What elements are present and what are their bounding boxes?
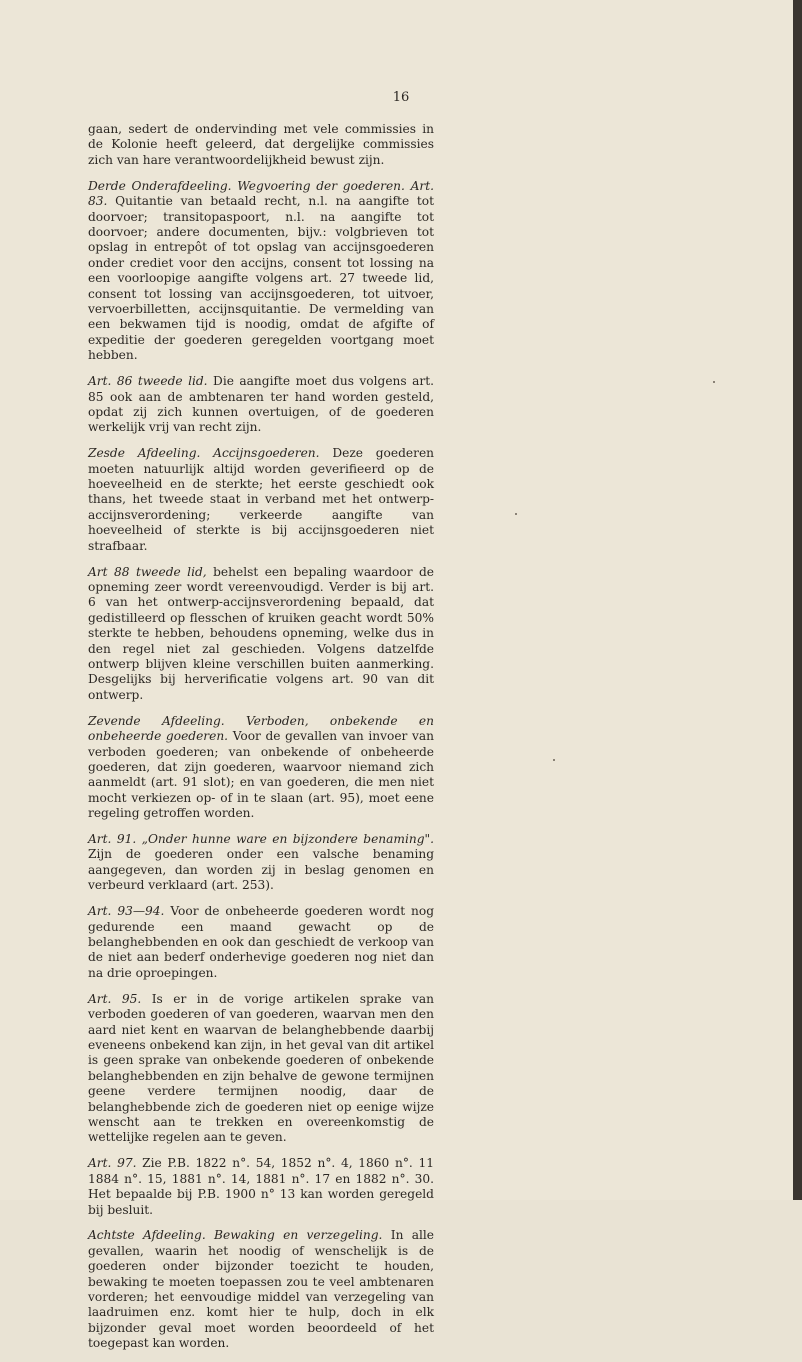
paragraph-heading: Art. 97. xyxy=(88,1156,137,1171)
paper-speck xyxy=(713,381,715,383)
paragraph xyxy=(88,446,434,554)
paragraph-text: gaan, sedert de ondervinding met vele commissies in de Kolonie heeft geleerd, dat dergelijke commissies zich van hare verantwoordelijkheid bewust zijn. xyxy=(88,122,434,167)
paragraph xyxy=(88,565,434,704)
paragraph-text: In alle gevallen, waarin het noodig of wenschelijk is de goederen onder bijzonder toezicht te houden, bewaking te moeten toepassen zou te veel ambtenaren vorderen; het eenvoudige middel van verzegeling van laadruimen enz. komt hier te hulp, doch in elk bijzonder geval moet worden beoordeeld of het toegepast kan worden. xyxy=(88,1228,435,1351)
paragraph xyxy=(88,1156,434,1218)
paragraph-text: Die aangifte moet dus volgens art. 85 ook aan de ambtenaren ter hand worden gesteld, opdat zij zich kunnen overtuigen, of de goederen werkelijk vrij van recht zijn. xyxy=(88,374,434,435)
paper-speck xyxy=(515,513,517,515)
paragraph xyxy=(88,714,434,822)
paragraph-heading: Art. 95. xyxy=(88,991,142,1006)
paragraph xyxy=(88,832,434,894)
paragraph-heading: Art. 86 tweede lid. xyxy=(88,374,208,389)
paragraph-text: Voor de gevallen van invoer van verboden goederen; van onbekende of onbeheerde goederen, dat zijn goederen, waarvoor niemand zich aanmeldt (art. 91 slot); en van goederen, die men niet mocht verkiezen op- of in te slaan (art. 95), moet eene regeling getroffen worden. xyxy=(88,729,434,821)
page-number: 16 xyxy=(392,90,410,105)
paper-speck xyxy=(553,759,555,761)
paragraph-text: Zie P.B. 1822 n°. 54, 1852 n°. 4, 1860 n°. 11 1884 n°. 15, 1881 n°. 14, 1881 n°. 17 en 1882 n°. 30. Het bepaalde bij P.B. 1900 n° 13 kan worden geregeld bij besluit. xyxy=(88,1156,434,1217)
paragraph-heading: Art. 93—94. xyxy=(88,904,165,919)
page-body xyxy=(88,122,434,1362)
paragraph xyxy=(88,992,434,1146)
paragraph-heading: Derde Onderafdeeling. Wegvoering der goederen. Art. 83. xyxy=(88,178,434,209)
paragraph xyxy=(88,374,434,436)
paragraph-text: Quitantie van betaald recht, n.l. na aangifte tot doorvoer; transitopaspoort, n.l. na aangifte tot doorvoer; andere documenten, bijv.: volgbrieven tot opslag in entrepôt of tot opslag van accijnsgoederen onder crediet voor den accijns, consent tot lossing na een voorloopige aangifte volgens art. 27 tweede lid, consent tot lossing van accijnsgoederen, tot uitvoer, vervoerbilletten, accijnsquitantie. De vermelding van een bekwamen tijd is noodig, omdat de afgifte of expeditie der goederen geregelden voortgang moet hebben. xyxy=(88,194,435,363)
paragraph xyxy=(88,179,434,364)
paragraph-text: Is er in de vorige artikelen sprake van verboden goederen of van goederen, waarvan men den aard niet kent en waarvan de belanghebbende daarbij eveneens onbekend kan zijn, in het geval van dit artikel is geen sprake van onbekende goederen of onbekende belanghebbenden en zijn behalve de gewone termijnen geene verdere termijnen noodig, daar de belanghebbende zich de goederen niet op eenige wijze wenscht aan te trekken en overeenkomstig de wettelijke regelen aan te geven. xyxy=(88,991,435,1145)
paragraph-heading: Art. 91. „Onder hunne ware en bijzondere benaming". xyxy=(88,832,434,847)
paragraph-heading: Zevende Afdeeling. Verboden, onbekende en onbeheerde goederen. xyxy=(88,713,434,744)
paragraph-text: behelst een bepaling waardoor de opneming zeer wordt vereenvoudigd. Verder is bij art. 6 van het ontwerp-accijnsverordening bepaald, dat gedistilleerd op flesschen of kruiken geacht wordt 50% sterkte te hebben, behoudens opneming, welke dus in den regel niet zal geschieden. Volgens datzelfde ontwerp blijven kleine verschillen buiten aanmerking. Desgelijks bij herverificatie volgens art. 90 van dit ontwerp. xyxy=(88,564,434,702)
paragraph-heading: Art 88 tweede lid, xyxy=(88,564,207,579)
paragraph-text: Zijn de goederen onder een valsche benaming aangegeven, dan worden zij in beslag genomen en verbeurd verklaard (art. 253). xyxy=(88,847,434,893)
paragraph-text: Deze goederen moeten natuurlijk altijd worden geverifieerd op de hoeveelheid en de sterkte; het eerste geschiedt ook thans, het tweede staat in verband met het ontwerp-accijnsverordening; verkeerde aangifte van hoeveelheid of sterkte is bij accijnsgoederen niet strafbaar. xyxy=(88,446,435,553)
paragraph xyxy=(88,1228,434,1351)
paragraph-heading: Achtste Afdeeling. Bewaking en verzegeling. xyxy=(88,1228,383,1243)
paragraph-heading: Zesde Afdeeling. Accijnsgoederen. xyxy=(88,446,320,461)
paragraph-text: Voor de onbeheerde goederen wordt nog gedurende een maand gewacht op de belanghebbenden en ook dan geschiedt de verkoop van de niet aan bederf onderhevige goederen nog niet dan na drie oproepingen. xyxy=(88,904,435,980)
paragraph xyxy=(88,904,434,981)
page-edge-shadow xyxy=(793,0,802,1200)
paragraph xyxy=(88,122,434,168)
